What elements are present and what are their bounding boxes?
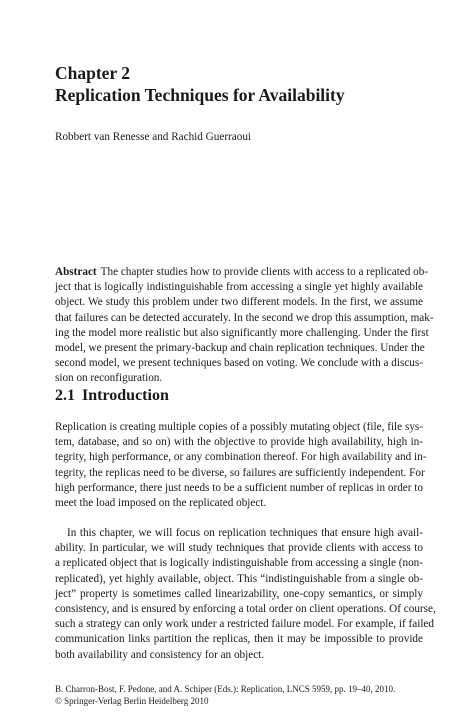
abstract-label: Abstract: [55, 266, 97, 278]
intro-paragraph-2: [55, 526, 436, 663]
intro-paragraph-1: [55, 420, 427, 511]
abstract-line: that failures can be detected accurately. In the second we drop this assumption, mak-: [55, 311, 434, 324]
paragraph-line: such a strategy can only work under a restricted failure model. For example, if failed: [55, 618, 434, 631]
abstract-line: ject that is logically indistinguishable from accessing a single yet highly available: [55, 281, 423, 294]
paragraph-line: Replication is creating multiple copies of a possibly mutating object (file, file sys-: [55, 421, 423, 433]
paragraph-line: tegrity, high performance, or any combination thereof. For high availability and in-: [55, 451, 427, 464]
paragraph-line: In this chapter, we will focus on replication techniques that ensure high avail-: [67, 527, 423, 539]
paragraph-line: tem, database, and so on) with the objective to provide high availability, high in-: [55, 436, 423, 449]
footer-citation: B. Charron-Bost, F. Pedone, and A. Schiper (Eds.): Replication, LNCS 5959, pp. 19–40, 2010.: [55, 684, 396, 694]
paragraph-line: a replicated object that is logically indistinguishable from accessing a single (non-: [55, 557, 423, 570]
abstract-line: object. We study this problem under two different models. In the first, we assume: [55, 296, 423, 309]
abstract-text: The chapter studies how to provide clients with access to a replicated ob-: [100, 266, 429, 278]
section-heading: [55, 386, 169, 406]
paragraph-line: ject” property is sometimes called linearizability, one-copy semantics, or simply: [55, 587, 423, 600]
footer-copyright: © Springer-Verlag Berlin Heidelberg 2010: [55, 696, 209, 706]
abstract-line: ing the model more realistic but also significantly more challenging. Under the first: [55, 326, 429, 339]
paragraph-line: replicated), yet highly available, object. This “indistinguishable from a single ob-: [55, 572, 423, 585]
chapter-title: Replication Techniques for Availability: [55, 85, 345, 105]
abstract-line: sion on reconfiguration.: [55, 372, 163, 385]
abstract: [55, 265, 434, 387]
authors: Robbert van Renesse and Rachid Guerraoui: [55, 131, 252, 143]
paragraph-line: tegrity, the replicas need to be diverse, so failures are sufficiently independent. For: [55, 466, 425, 479]
footer: [55, 683, 395, 707]
abstract-line: [55, 265, 429, 280]
chapter-label: Chapter 2: [55, 63, 131, 83]
paragraph-line: both availability and consistency for an object.: [55, 648, 265, 661]
abstract-line: model, we present the primary-backup and chain replication techniques. Under the: [55, 341, 425, 354]
section-number: 2.1: [55, 387, 75, 404]
section-title: Introduction: [82, 387, 169, 404]
paragraph-line: high performance, there just needs to be a sufficient number of replicas in order to: [55, 481, 423, 494]
paragraph-line: meet the load imposed on the replicated object.: [55, 496, 267, 509]
paragraph-line: ability. In particular, we will study techniques that provide clients with access to: [55, 542, 423, 555]
paragraph-line: consistency, and is ensured by enforcing a total order on client operations. Of course,: [55, 602, 436, 615]
abstract-line: second model, we present techniques based on voting. We conclude with a discus-: [55, 357, 423, 370]
paragraph-line: communication links partition the replicas, then it may be impossible to provide: [55, 633, 423, 646]
